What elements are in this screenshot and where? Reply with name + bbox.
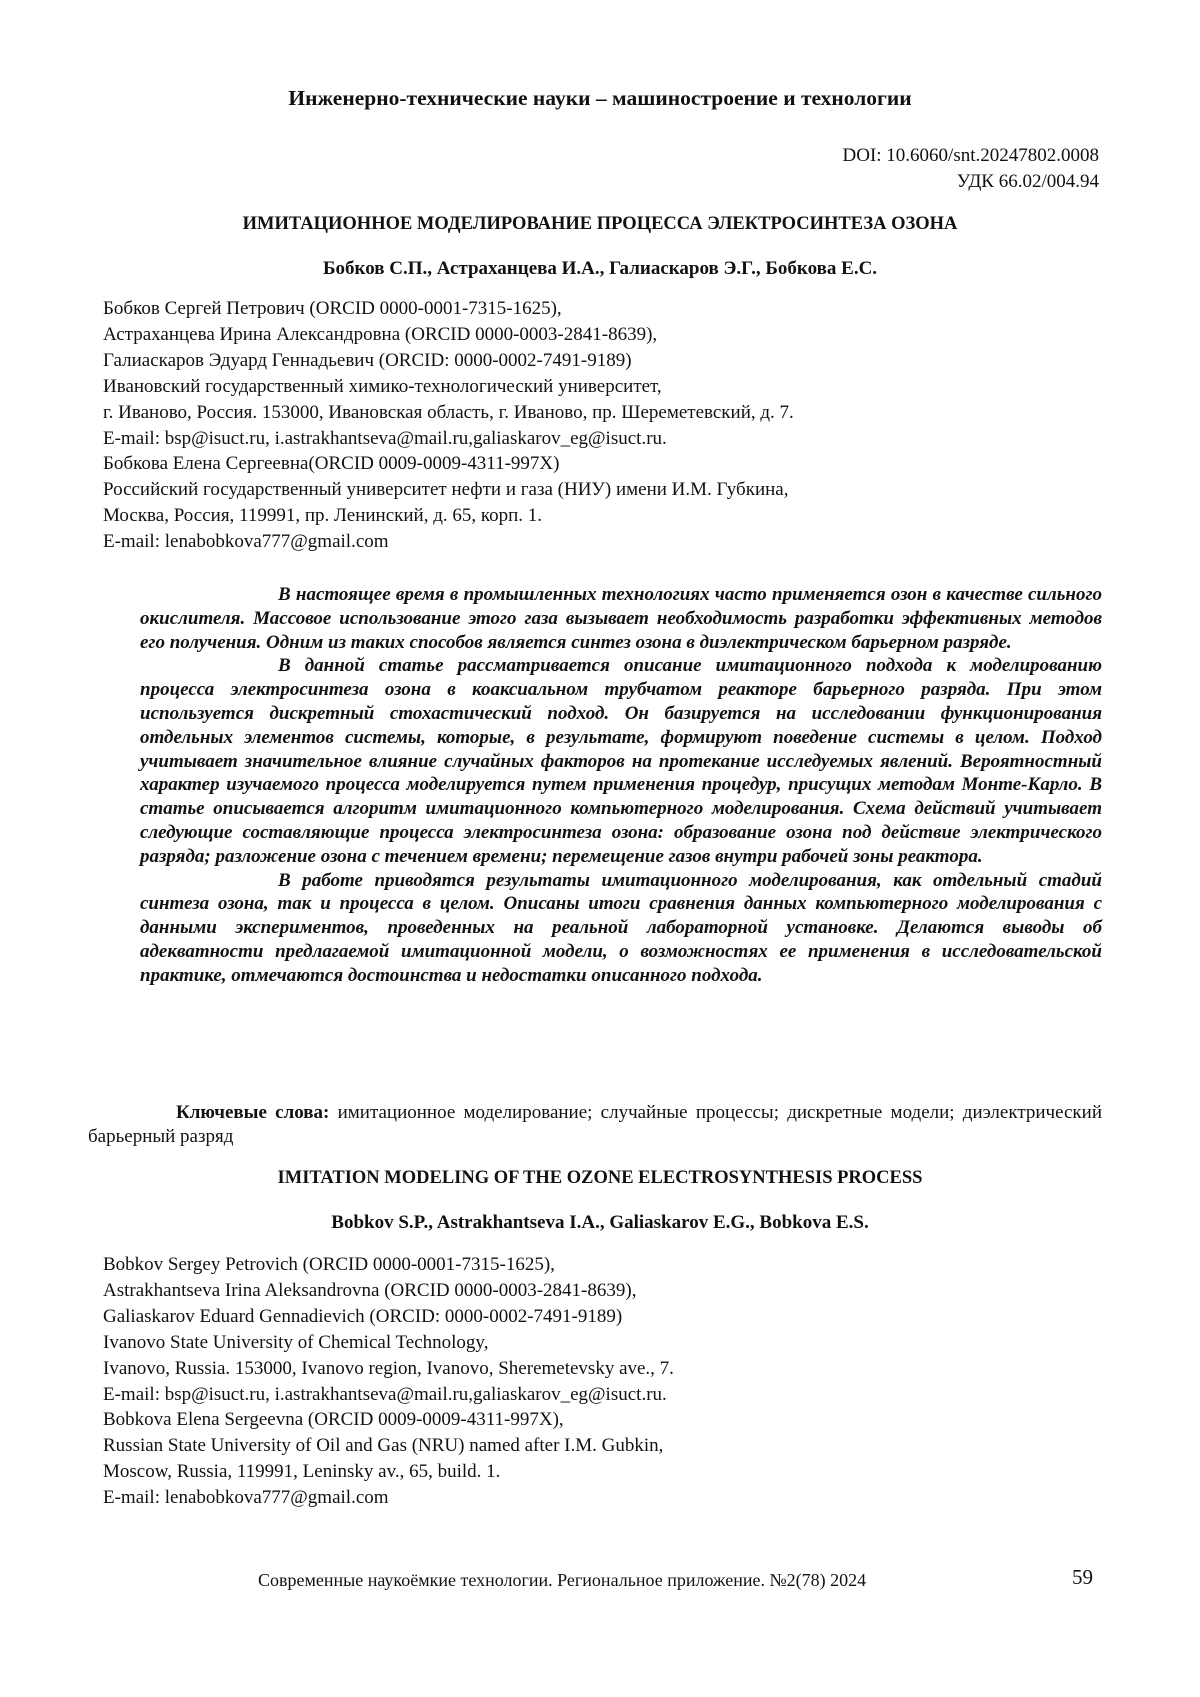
affiliations-en [103, 1252, 674, 1511]
email-line[interactable]: E-mail: lenabobkova777@gmail.com [103, 531, 389, 553]
affiliation-line: Galiaskarov Eduard Gennadievich (ORCID: 0000-0002-7491-9189) [103, 1305, 623, 1327]
affiliation-line: Ivanovo State University of Chemical Technology, [103, 1331, 489, 1353]
journal-section-header: Инженерно-технические науки – машиностроение и технологии [288, 86, 912, 110]
abstract-paragraph: В работе приводятся результаты имитационного моделирования, как отдельный стадий синтеза озона, так и процесса в целом. Описаны итоги сравнения данных компьютерного моделирования с данными экспериментов, проведенных на реальной лабораторной установке. Делаются выводы об адекватности предлагаемой имитационной модели, о возможностях ее применения в исследовательской практике, отмечаются достоинства и недостатки описанного подхода. [140, 869, 1102, 986]
doi-block [843, 143, 1100, 195]
authors-en: Bobkov S.P., Astrakhantseva I.A., Galiaskarov E.G., Bobkova E.S. [331, 1212, 869, 1233]
affiliation-line: Moscow, Russia, 119991, Leninsky av., 65, build. 1. [103, 1461, 501, 1483]
affiliations-ru [103, 296, 794, 555]
authors-ru: Бобков С.П., Астраханцева И.А., Галиаскаров Э.Г., Бобкова Е.С. [322, 258, 878, 279]
udk: УДК 66.02/004.94 [956, 171, 1099, 192]
email-line[interactable]: E-mail: lenabobkova777@gmail.com [103, 1487, 389, 1509]
email-line[interactable]: E-mail: bsp@isuct.ru, i.astrakhantseva@mail.ru,galiaskarov_eg@isuct.ru. [103, 1383, 667, 1405]
affiliation-line: Astrakhantseva Irina Aleksandrovna (ORCID 0000-0003-2841-8639), [103, 1279, 637, 1301]
affiliation-line: Российский государственный университет нефти и газа (НИУ) имени И.М. Губкина, [103, 479, 789, 501]
affiliation-line: Russian State University of Oil and Gas (NRU) named after I.M. Gubkin, [103, 1435, 664, 1457]
article-title-ru: ИМИТАЦИОННОЕ МОДЕЛИРОВАНИЕ ПРОЦЕССА ЭЛЕКТРОСИНТЕЗА ОЗОНА [242, 214, 958, 234]
doi[interactable]: DOI: 10.6060/snt.20247802.0008 [842, 145, 1099, 166]
affiliation-line: Бобков Сергей Петрович (ORCID 0000-0001-7315-1625), [103, 298, 562, 319]
footer-journal: Современные наукоёмкие технологии. Региональное приложение. №2(78) 2024 [258, 1570, 867, 1590]
affiliation-line: Bobkov Sergey Petrovich (ORCID 0000-0001-7315-1625), [103, 1254, 555, 1275]
affiliation-line: Астраханцева Ирина Александровна (ORCID 0000-0003-2841-8639), [103, 323, 658, 345]
keywords-label: Ключевые слова: [176, 1102, 330, 1123]
affiliation-line: г. Иваново, Россия. 153000, Ивановская область, г. Иваново, пр. Шереметевский, д. 7. [103, 401, 794, 423]
page-number: 59 [1072, 1565, 1093, 1589]
affiliation-line: Ivanovo, Russia. 153000, Ivanovo region, Ivanovo, Sheremetevsky ave., 7. [103, 1357, 674, 1379]
affiliation-line: Галиаскаров Эдуард Геннадьевич (ORCID: 0000-0002-7491-9189) [103, 349, 632, 371]
keywords-ru [88, 1101, 1102, 1149]
email-line[interactable]: E-mail: bsp@isuct.ru, i.astrakhantseva@mail.ru,galiaskarov_eg@isuct.ru. [103, 427, 667, 449]
keywords-text: имитационное моделирование; случайные процессы; дискретные модели; диэлектрический барьерный разряд [88, 1102, 1102, 1147]
affiliation-line: Ивановский государственный химико-технологический университет, [103, 375, 662, 397]
affiliation-line: Bobkova Elena Sergeevna (ORCID 0009-0009-4311-997X), [103, 1409, 564, 1431]
abstract-paragraph: В настоящее время в промышленных технологиях часто применяется озон в качестве сильного окислителя. Массовое использование этого газа вызывает необходимость разработки эффективных методов его получения. Одним из таких способов является синтез озона в диэлектрическом барьерном разряде. [140, 584, 1102, 653]
article-title-en: IMITATION MODELING OF THE OZONE ELECTROSYNTHESIS PROCESS [277, 1168, 923, 1188]
abstract-paragraph: В данной статье рассматривается описание имитационного подхода к моделированию процесса электросинтеза озона в коаксиальном трубчатом реакторе барьерного разряда. При этом используется дискретный стохастический подход. Он базируется на исследовании функционирования отдельных элементов системы, которые, в результате, формируют поведение системы в целом. Подход учитывает значительное влияние случайных факторов на протекание исследуемых явлений. Вероятностный характер изучаемого процесса моделируется путем применения процедур, присущих методам Монте-Карло. В статье описывается алгоритм имитационного компьютерного моделирования. Схема действий учитывает следующие составляющие процесса электросинтеза озона: образование озона под действие электрического разряда; разложение озона с течением времени; перемещение газов внутри рабочей зоны реактора. [140, 655, 1102, 867]
affiliation-line: Москва, Россия, 119991, пр. Ленинский, д. 65, корп. 1. [103, 505, 543, 527]
affiliation-line: Бобкова Елена Сергеевна(ORCID 0009-0009-4311-997X) [103, 453, 560, 475]
abstract-ru [140, 583, 1102, 988]
